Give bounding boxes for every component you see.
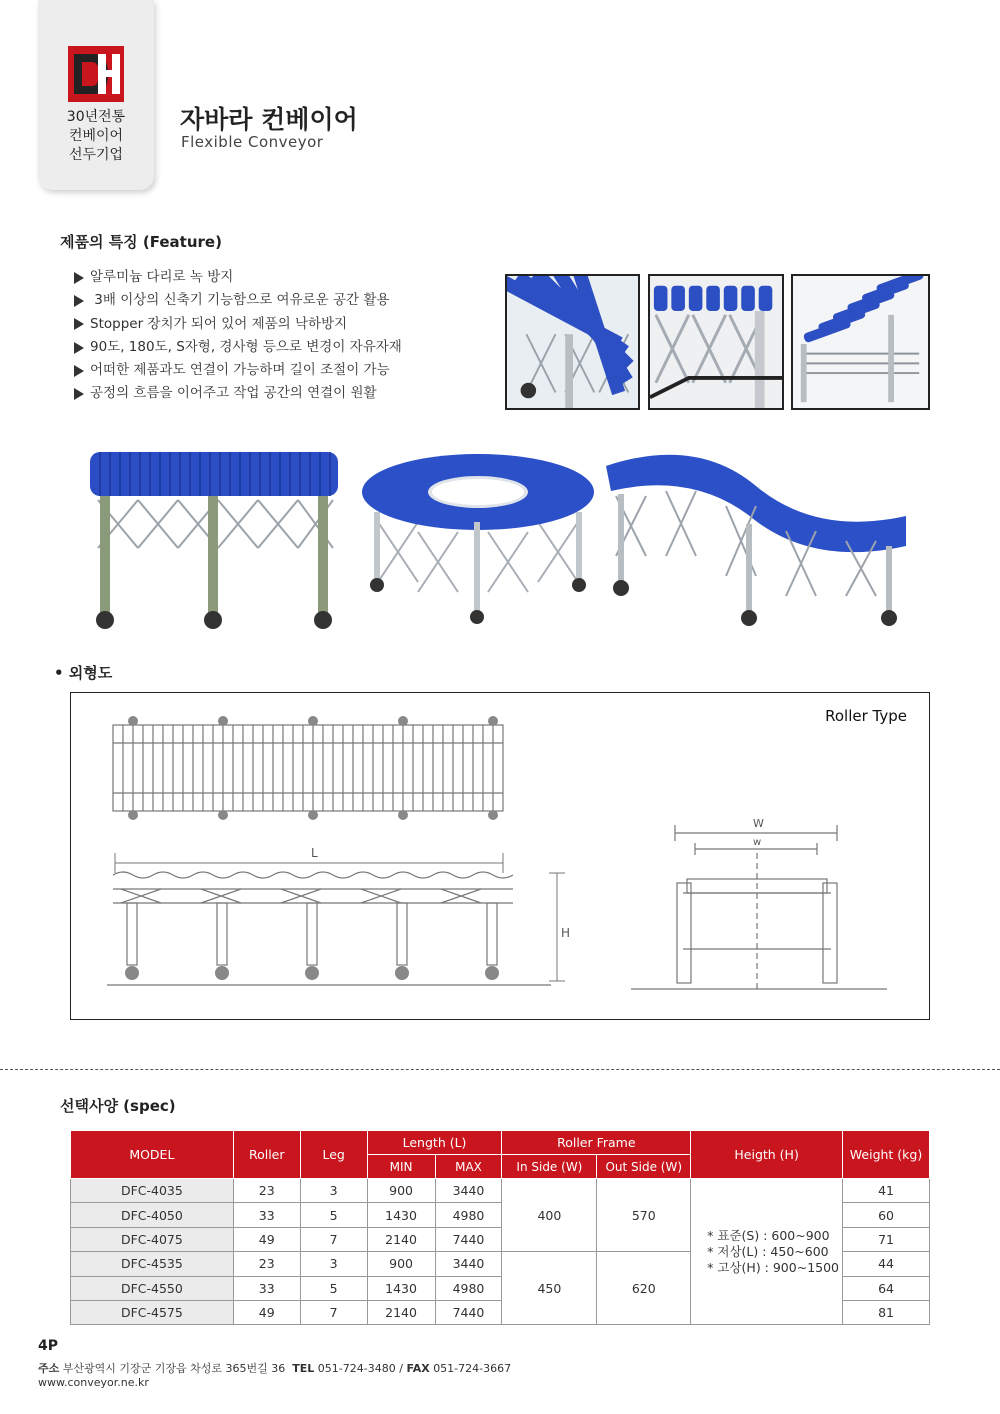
cell-min: 1430 [367,1203,435,1227]
feature-text: 어떠한 제품과도 연결이 가능하며 길이 조절이 가능 [90,362,390,379]
cell-min: 900 [367,1252,435,1276]
cell-model: DFC-4035 [71,1179,234,1203]
address-text: 부산광역시 기장군 기장읍 차성로 365번길 36 [62,1362,286,1375]
drawing-label: Roller Type [825,707,907,725]
fax-label: FAX [406,1362,430,1375]
height-note: * 고상(H) : 900~1500 [707,1259,840,1275]
cell-leg: 5 [300,1203,367,1227]
cell-weight: 44 [843,1252,930,1276]
footer-website-link[interactable]: www.conveyor.ne.kr [38,1376,149,1389]
cell-min: 1430 [367,1276,435,1300]
cell-leg: 7 [300,1300,367,1324]
cell-weight: 64 [843,1276,930,1300]
cell-max: 3440 [435,1179,502,1203]
fax-number: 051-724-3667 [433,1362,512,1375]
table-row [71,1179,930,1203]
outline-heading: • 외형도 [54,664,113,682]
cell-roller: 23 [233,1179,300,1203]
dimension-height-label: H [561,926,571,940]
cell-model: DFC-4575 [71,1300,234,1324]
roller-closeup-photo-2 [648,274,784,410]
page-title-korean: 자바라 컨베이어 [180,105,358,134]
feature-item [74,359,402,382]
cell-in-side: 450 [502,1252,597,1325]
cell-out-side: 620 [597,1252,691,1325]
feature-text: 공정의 흐름을 이어주고 작업 공간의 연결이 원활 [90,385,377,402]
feature-list [74,266,402,406]
address-label: 주소 [38,1362,60,1375]
cell-min: 2140 [367,1227,435,1251]
triangle-bullet-icon [74,388,84,400]
feature-item [74,266,402,289]
cell-model: DFC-4050 [71,1203,234,1227]
triangle-bullet-icon [74,272,84,284]
triangle-bullet-icon [74,365,84,377]
header-length: Length (L) [367,1131,502,1155]
cell-leg: 3 [300,1179,367,1203]
circular-conveyor-photo [358,452,598,630]
tagline-line: 선두기업 [68,147,124,163]
feature-text: 알루미늄 다리로 녹 방지 [90,269,234,285]
header-roller: Roller [233,1131,300,1179]
cell-min: 2140 [367,1300,435,1324]
cell-weight: 81 [843,1300,930,1324]
tagline-line: 30년전통 [66,109,126,125]
cell-max: 4980 [435,1276,502,1300]
cell-max: 7440 [435,1300,502,1324]
cell-max: 7440 [435,1227,502,1251]
cell-max: 3440 [435,1252,502,1276]
header-out-side: Out Side (W) [597,1155,691,1179]
dimension-width-outer-label: W [753,817,764,830]
spec-table [70,1130,930,1325]
triangle-bullet-icon [74,318,84,330]
feature-heading: 제품의 특징 (Feature) [60,233,222,251]
tel-label: TEL [292,1362,315,1375]
triangle-bullet-icon [74,342,84,354]
header-roller-frame: Roller Frame [502,1131,691,1155]
cell-roller: 33 [233,1203,300,1227]
cell-model: DFC-4535 [71,1252,234,1276]
roller-closeup-photo-3 [791,274,930,410]
cell-weight: 41 [843,1179,930,1203]
cell-height-notes [691,1179,843,1325]
cell-model: DFC-4075 [71,1227,234,1251]
outline-drawing [70,692,930,1020]
feature-text: Stopper 장치가 되어 있어 제품의 낙하방지 [90,315,348,332]
height-note: * 저상(L) : 450~600 [707,1243,829,1259]
company-logo-card [38,0,154,190]
curved-conveyor-photo [606,446,918,634]
cell-in-side: 400 [502,1179,597,1252]
cell-model: DFC-4550 [71,1276,234,1300]
footer-address: 주소 부산광역시 기장군 기장읍 차성로 365번길 36 TEL 051-724-3480 / FAX 051-724-3667 [38,1362,512,1375]
company-tagline [38,108,154,165]
cell-leg: 5 [300,1276,367,1300]
header-leg: Leg [300,1131,367,1179]
triangle-bullet-icon [74,295,84,307]
cell-roller: 49 [233,1300,300,1324]
feature-text: 3배 이상의 신축기 기능함으로 여유로운 공간 활용 [90,292,390,309]
tel-number: 051-724-3480 [317,1362,396,1375]
cell-weight: 71 [843,1227,930,1251]
cell-weight: 60 [843,1203,930,1227]
cell-roller: 23 [233,1252,300,1276]
cell-out-side: 570 [597,1179,691,1252]
header-length-max: MAX [435,1155,502,1179]
header-height: Heigth (H) [691,1131,843,1179]
section-divider [0,1069,1000,1070]
cell-roller: 33 [233,1276,300,1300]
cell-min: 900 [367,1179,435,1203]
cell-leg: 3 [300,1252,367,1276]
page-number: 4P [38,1338,59,1354]
header-model: MODEL [71,1131,234,1179]
cell-leg: 7 [300,1227,367,1251]
spec-heading: 선택사양 (spec) [60,1097,176,1115]
dh-logo-icon [68,46,124,102]
dimension-length-label: L [311,846,318,860]
straight-conveyor-photo [78,448,343,634]
feature-item [74,289,402,312]
cell-roller: 49 [233,1227,300,1251]
header-in-side: In Side (W) [502,1155,597,1179]
feature-item [74,382,402,405]
feature-item [74,336,402,359]
roller-closeup-photo-1 [505,274,640,410]
feature-text: 90도, 180도, S자형, 경사형 등으로 변경이 자유자재 [90,338,402,355]
feature-item [74,313,402,336]
tagline-line: 컨베이어 [68,128,124,144]
dimension-width-inner-label: w [753,837,762,848]
cell-max: 4980 [435,1203,502,1227]
header-length-min: MIN [367,1155,435,1179]
height-note: * 표준(S) : 600~900 [707,1227,830,1243]
page-title-english: Flexible Conveyor [181,133,324,151]
header-weight: Weight (kg) [843,1131,930,1179]
